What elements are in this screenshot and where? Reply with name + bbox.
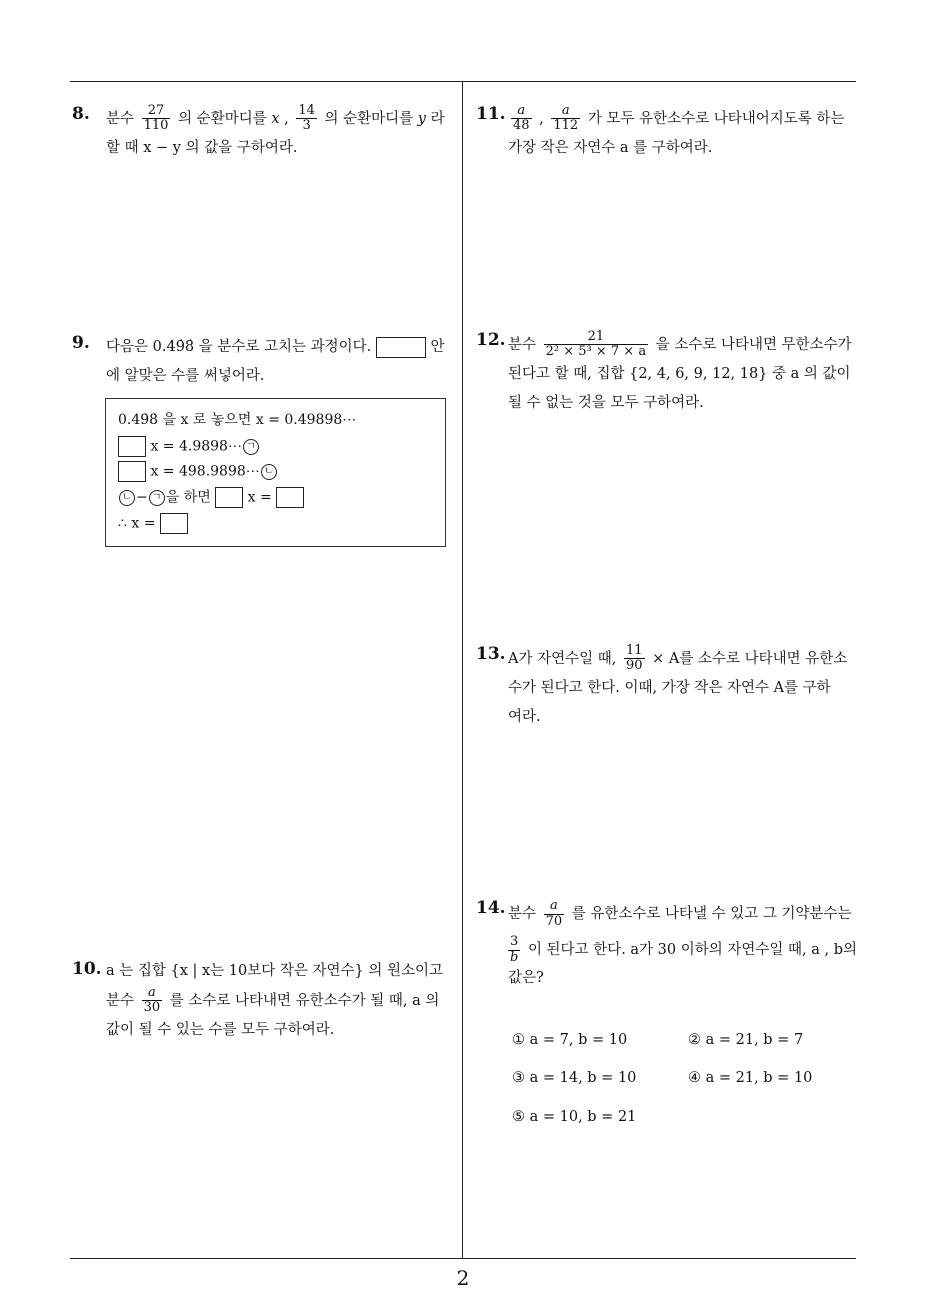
q8-text-a: 분수: [106, 110, 135, 127]
choice-5-mark: ⑤: [512, 1109, 525, 1125]
choice-1-mark: ①: [512, 1032, 525, 1048]
q9-number: 9.: [72, 333, 90, 353]
q13-fraction: $\frac{11}{90}$: [625, 643, 643, 674]
q9-circle-mark-3: ㄴ: [119, 490, 135, 506]
q8-text-d: 라: [430, 110, 445, 127]
q10-line3: 값이 될 수 있는 수를 모두 구하여라.: [106, 1021, 335, 1038]
q14-choice-5[interactable]: [512, 1109, 636, 1125]
choice-1-text: a = 7, b = 10: [529, 1032, 628, 1048]
q9-box-line4-text: 을 하면: [165, 489, 211, 506]
q9-box-line5-text: ∴ x =: [118, 515, 156, 532]
q8-fraction-2: $\frac{14}{3}$: [298, 103, 315, 134]
choice-2-text: a = 21, b = 7: [705, 1032, 804, 1048]
column-divider: [462, 82, 463, 1258]
q9-text-b: 안: [430, 339, 445, 355]
q13-text-a: A가 자연수일 때,: [508, 650, 617, 667]
q9-text-a: 다음은 0.49̇8̇ 을 분수로 고치는 과정이다.: [106, 339, 372, 355]
q11-line2: 가장 작은 자연수 a 를 구하여라.: [508, 139, 713, 156]
q10-line1: a 는 집합 {x | x는 10보다 작은 자연수} 의 원소이고: [106, 963, 443, 979]
q8-text-c: 의 순환마디를: [324, 110, 414, 127]
q11-number: 11.: [476, 104, 506, 124]
q9-box-line3-text: x = 498.9898⋯: [150, 463, 260, 480]
q10-number: 10.: [72, 959, 102, 979]
q8-fraction-1: $\frac{27}{110}$: [143, 103, 169, 134]
q9-blank-box: [376, 337, 426, 358]
page-number: 2: [456, 1266, 470, 1290]
q12-text-a: 분수: [508, 336, 537, 353]
q12-text: [508, 330, 858, 418]
q9-box-blank-1: [118, 436, 146, 457]
q9-circle-mark-1: ㄱ: [243, 439, 259, 455]
q14-choice-4[interactable]: [688, 1070, 812, 1086]
choice-5-text: a = 10, b = 21: [529, 1109, 637, 1125]
q9-box-blank-4: [276, 487, 304, 508]
q11-fraction-2: $\frac{a}{112}$: [553, 103, 579, 134]
q12-line2: 된다고 할 때, 집합 {2, 4, 6, 9, 12, 18} 중 a 의 값이: [508, 365, 851, 382]
q10-text-a: 분수: [106, 992, 135, 1009]
choice-3-text: a = 14, b = 10: [529, 1070, 637, 1086]
choice-3-mark: ③: [512, 1070, 525, 1086]
q11-fraction-1: $\frac{a}{48}$: [513, 103, 530, 134]
q9-process-box: [105, 398, 446, 547]
q9-box-blank-2: [118, 461, 146, 482]
q8-number: 8.: [72, 104, 90, 124]
q8-text: [106, 104, 456, 163]
q12-number: 12.: [476, 330, 506, 350]
bottom-rule: [70, 1258, 856, 1259]
choice-4-text: a = 21, b = 10: [705, 1070, 813, 1086]
q9-box-line2-text: x = 4.9898⋯: [150, 438, 242, 455]
q11-text: [508, 104, 858, 163]
q11-text-a: 가 모두 유한소수로 나타내어지도록 하는: [587, 110, 845, 127]
q14-line3: 값은?: [508, 970, 544, 986]
q13-line2: 수가 된다고 한다. 이때, 가장 작은 자연수 A를 구하: [508, 679, 831, 696]
q13-line3: 여라.: [508, 708, 541, 725]
q10-fraction: $\frac{a}{30}$: [143, 985, 161, 1016]
q8-comma: ,: [284, 110, 289, 127]
q11-comma: ,: [539, 110, 544, 127]
q9-circle-mark-4: ㄱ: [149, 490, 165, 506]
q9-box-line4-eq: x =: [247, 489, 272, 506]
q9-line2: 에 알맞은 수를 써넣어라.: [106, 368, 265, 384]
q8-var-y: y: [417, 110, 426, 127]
q10-text-b: 를 소수로 나타내면 유한소수가 될 때, a 의: [169, 992, 440, 1009]
q13-number: 13.: [476, 644, 506, 664]
q13-text: [508, 644, 858, 732]
q8-var-x: x: [271, 110, 280, 127]
q9-box-line2: [118, 436, 260, 457]
q14-fraction-2: $\frac{3}{b}$: [510, 934, 519, 965]
q9-box-line1: 0.49̇8̇ 을 x 로 놓으면 x = 0.49898⋯: [118, 412, 357, 428]
q10-text: [106, 957, 456, 1045]
q9-box-blank-3: [215, 487, 243, 508]
q14-text-b: 를 유한소수로 나타낼 수 있고 그 기약분수는: [571, 906, 852, 922]
choice-4-mark: ④: [688, 1070, 701, 1086]
q14-text: [508, 896, 858, 988]
q13-text-b: × A를 소수로 나타내면 유한소: [652, 650, 848, 667]
q9-text: [106, 333, 456, 391]
top-rule: [70, 81, 856, 82]
q8-line2: 할 때 x − y 의 값을 구하여라.: [106, 139, 298, 156]
q9-minus: −: [136, 489, 148, 506]
choice-2-mark: ②: [688, 1032, 701, 1048]
q9-box-blank-5: [160, 513, 188, 534]
q9-box-line3: [118, 461, 278, 482]
q12-fraction: $\frac{21}{\text{2² × 5³ × 7 × a}}$: [545, 329, 647, 360]
q12-text-b: 을 소수로 나타내면 무한소수가: [655, 336, 852, 353]
q14-number: 14.: [476, 898, 506, 918]
q14-fraction-1: $\frac{a}{70}$: [545, 898, 563, 929]
q14-choice-3[interactable]: [512, 1070, 636, 1086]
q8-text-b: 의 순환마디를: [178, 110, 267, 127]
q14-text-a: 분수: [508, 906, 537, 922]
q9-box-line5: [118, 513, 188, 534]
q9-circle-mark-2: ㄴ: [261, 464, 277, 480]
q12-line3: 될 수 없는 것을 모두 구하여라.: [508, 394, 704, 411]
q14-text-c: 이 된다고 한다. a가 30 이하의 자연수일 때, a , b의: [527, 942, 857, 958]
q14-choice-1[interactable]: [512, 1032, 627, 1048]
q14-choice-2[interactable]: [688, 1032, 803, 1048]
q9-box-line4: [118, 487, 304, 508]
